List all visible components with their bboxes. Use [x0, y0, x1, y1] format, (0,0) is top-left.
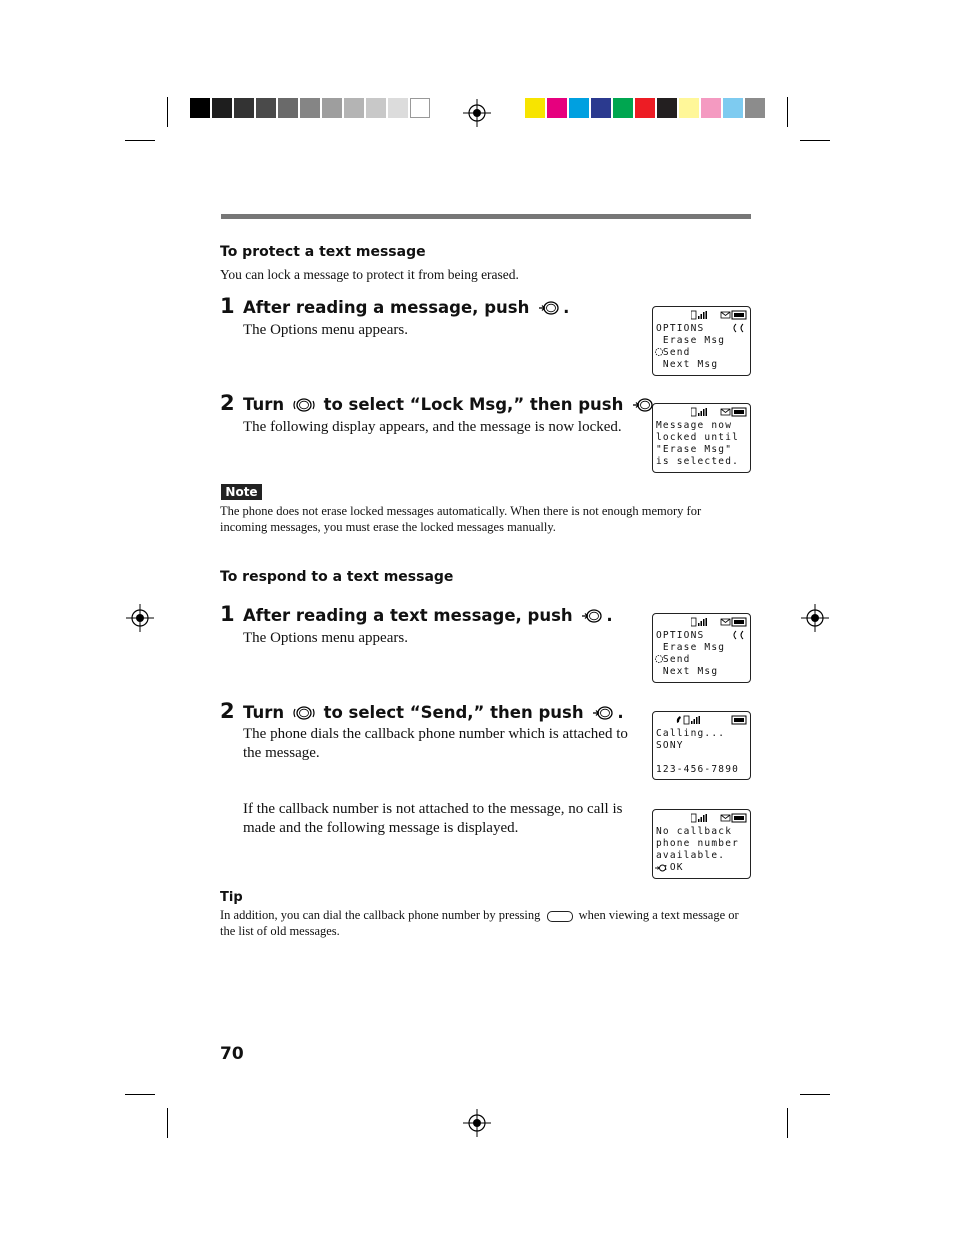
- registration-mark-icon: [801, 604, 829, 632]
- step-heading-text: Turn: [243, 703, 290, 722]
- lcd-line: Erase Msg: [656, 642, 726, 653]
- lcd-line: is selected.: [656, 456, 740, 467]
- color-swatch: [569, 98, 589, 118]
- lcd-line: phone number: [656, 838, 740, 849]
- lcd-line: :OK: [656, 862, 684, 873]
- push-jog-dial-icon: [581, 609, 603, 623]
- lcd-line: No callback: [656, 826, 733, 837]
- color-swatch: [344, 98, 364, 118]
- step-heading: [243, 606, 613, 625]
- color-swatch: [679, 98, 699, 118]
- lcd-line: Send: [656, 654, 691, 665]
- crop-mark: [125, 140, 155, 141]
- lcd-status-icons: [691, 617, 747, 627]
- color-swatch: [300, 98, 320, 118]
- step-heading-text: to select “Lock Msg,” then push: [317, 395, 630, 414]
- crop-mark: [167, 97, 168, 127]
- color-swatch: [234, 98, 254, 118]
- selection-cursor-icon: [654, 345, 664, 359]
- section-intro: You can lock a message to protect it from being erased.: [220, 267, 519, 282]
- lcd-text: [656, 630, 725, 678]
- fallback-description: If the callback number is not attached to the message, no call is made and the following message is displayed.: [243, 801, 623, 836]
- tip-text: [220, 907, 740, 939]
- registration-mark-icon: [463, 1109, 491, 1137]
- lcd-line: locked until: [656, 432, 740, 443]
- lcd-line: SONY: [656, 740, 684, 751]
- push-jog-dial-icon: [538, 301, 560, 315]
- step-heading: [243, 298, 569, 317]
- lcd-text: [656, 728, 739, 776]
- lcd-text: [656, 826, 739, 874]
- step-description: The Options menu appears.: [243, 322, 408, 338]
- lcd-display-locked: [652, 403, 751, 473]
- step-heading-period: .: [563, 298, 570, 317]
- header-rule: [221, 214, 751, 219]
- lcd-line: [656, 752, 739, 764]
- lcd-line: Next Msg: [656, 359, 719, 370]
- color-swatch: [547, 98, 567, 118]
- lcd-line: 123-456-7890: [656, 764, 740, 775]
- lcd-display-calling: [652, 711, 751, 780]
- crop-mark: [787, 97, 788, 127]
- step-heading: [243, 395, 663, 414]
- step-number: 2: [220, 699, 235, 723]
- section-title-respond: To respond to a text message: [220, 569, 454, 585]
- page-number: 70: [220, 1044, 244, 1064]
- step-heading-period: .: [617, 703, 624, 722]
- step-heading-text: Turn: [243, 395, 290, 414]
- color-swatch: [745, 98, 765, 118]
- lcd-line: Calling...: [656, 728, 726, 739]
- color-swatch: [278, 98, 298, 118]
- crop-mark: [125, 1094, 155, 1095]
- lcd-status-icons: [675, 715, 747, 725]
- lcd-line: Next Msg: [656, 666, 719, 677]
- lcd-text: [656, 323, 725, 371]
- lcd-line: OPTIONS: [656, 630, 705, 641]
- color-swatch: [657, 98, 677, 118]
- step-heading-text: to select “Send,” then push: [317, 703, 590, 722]
- lcd-status-icons: [691, 407, 747, 417]
- step-description: The phone dials the callback phone number which is attached to the message.: [243, 726, 628, 761]
- lcd-line: available.: [656, 850, 726, 861]
- color-swatch: [366, 98, 386, 118]
- crop-mark: [787, 1108, 788, 1138]
- lcd-display-options: [652, 306, 751, 376]
- crop-mark: [800, 1094, 830, 1095]
- color-swatch: [635, 98, 655, 118]
- lcd-status-icons: [691, 310, 747, 320]
- push-jog-dial-icon: [655, 862, 667, 874]
- tip-label: Tip: [220, 890, 243, 905]
- turn-jog-dial-icon: [293, 398, 315, 412]
- color-swatch: [525, 98, 545, 118]
- lcd-line: Erase Msg: [656, 335, 726, 346]
- color-swatch: [190, 98, 210, 118]
- step-heading: [243, 703, 624, 722]
- lcd-line: Message now: [656, 420, 733, 431]
- color-swatch: [410, 98, 430, 118]
- step-number: 1: [220, 294, 235, 318]
- step-heading-period: .: [606, 606, 613, 625]
- lcd-display-options: [652, 613, 751, 683]
- selection-cursor-icon: [654, 652, 664, 666]
- lcd-text: [656, 420, 739, 468]
- color-swatch: [212, 98, 232, 118]
- jog-direction-icon: [731, 630, 747, 640]
- step-number: 2: [220, 391, 235, 415]
- step-number: 1: [220, 602, 235, 626]
- color-swatch: [613, 98, 633, 118]
- step-heading-text: After reading a text message, push: [243, 606, 579, 625]
- tip-text-part: when viewing a text message or the list of old messages.: [220, 908, 739, 938]
- push-jog-dial-icon: [592, 706, 614, 720]
- color-swatch: [388, 98, 408, 118]
- step-description: The following display appears, and the message is now locked.: [243, 419, 622, 435]
- send-key-icon: [547, 911, 573, 922]
- note-badge: Note: [221, 484, 262, 500]
- jog-direction-icon: [731, 323, 747, 333]
- step-heading-text: After reading a message, push: [243, 298, 536, 317]
- lcd-line: Send: [656, 347, 691, 358]
- crop-mark: [800, 140, 830, 141]
- color-swatch: [723, 98, 743, 118]
- registration-mark-icon: [463, 99, 491, 127]
- lcd-display-no-callback: [652, 809, 751, 879]
- color-swatch: [591, 98, 611, 118]
- turn-jog-dial-icon: [293, 706, 315, 720]
- lcd-line: OPTIONS: [656, 323, 705, 334]
- registration-mark-icon: [126, 604, 154, 632]
- lcd-line: "Erase Msg": [656, 444, 733, 455]
- color-swatch: [256, 98, 276, 118]
- crop-mark: [167, 1108, 168, 1138]
- lcd-status-icons: [691, 813, 747, 823]
- note-text: The phone does not erase locked messages automatically. When there is not enough memory for incoming messages, you must erase the locked messages manually.: [220, 504, 702, 534]
- section-title-protect: To protect a text message: [220, 244, 426, 260]
- color-swatch: [701, 98, 721, 118]
- color-swatch: [322, 98, 342, 118]
- push-jog-dial-icon: [632, 398, 654, 412]
- step-description: The Options menu appears.: [243, 630, 408, 646]
- tip-text-part: In addition, you can dial the callback phone number by pressing: [220, 908, 544, 922]
